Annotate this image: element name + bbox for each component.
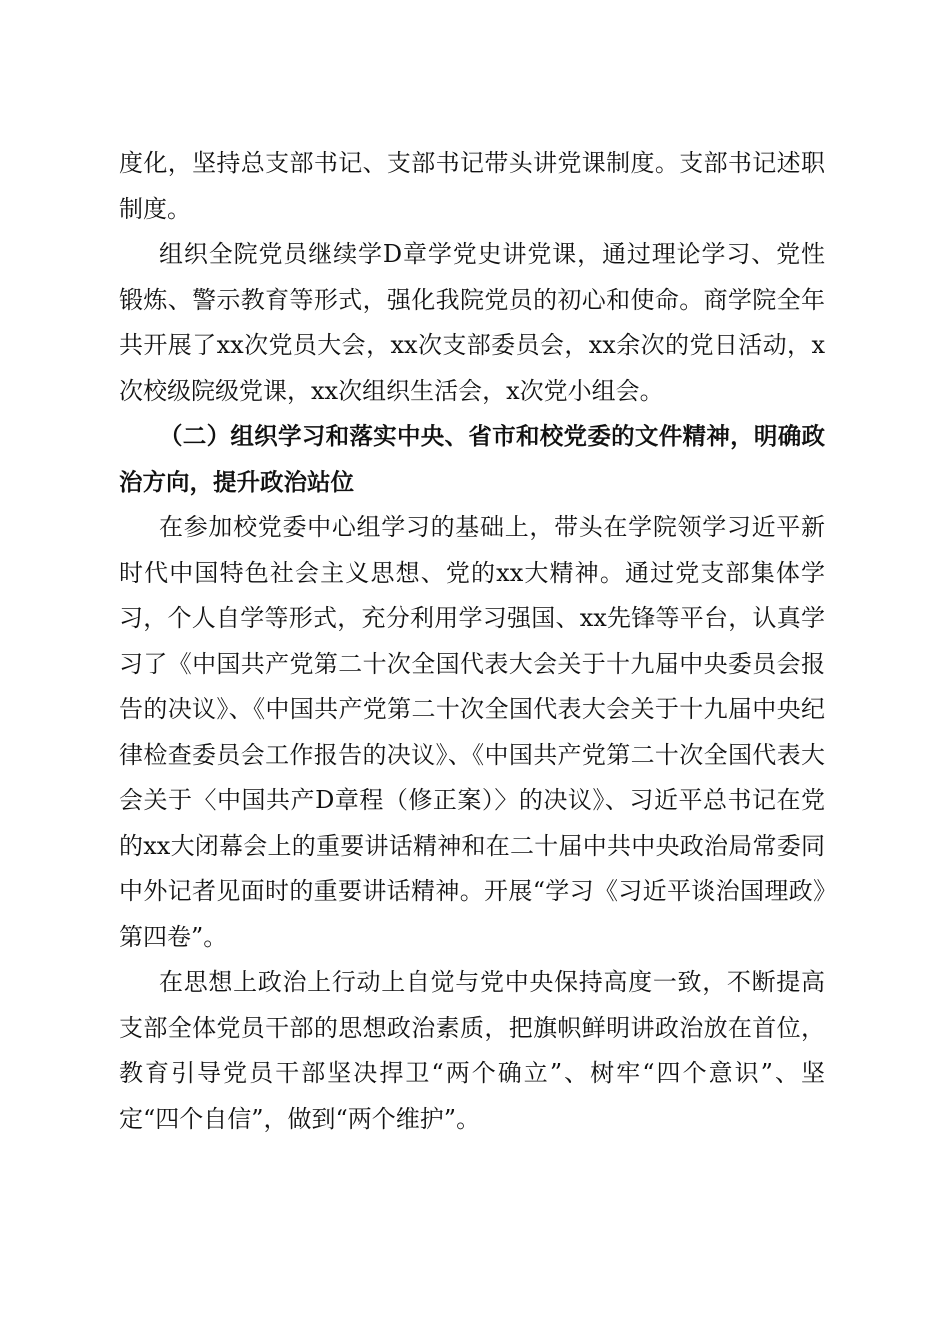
paragraph-central-documents: 在参加校党委中心组学习的基础上，带头在学院领学习近平新时代中国特色社会主义思想、党的xx大精神。通过党支部集体学习，个人自学等形式，充分利用学习强国、xx先锋等平台，认真学习了《中国共产党第二十次全国代表大会关于十九届中央委员会报告的决议》、《中国共产党第二十次全国代表大会关于十九届中央纪律检查委员会工作报告的决议》、《中国共产党第二十次全国代表大会关于〈中国共产D章程（修正案）〉的决议》、习近平总书记在党的xx大闭幕会上的重要讲话精神和在二十届中共中央政治局常委同中外记者见面时的重要讲话精神。开展“学习《习近平谈治国理政》第四卷”。 [119,513,825,951]
document-body [119,141,825,1142]
paragraph-political-alignment: 在思想上政治上行动上自觉与党中央保持高度一致，不断提高支部全体党员干部的思想政治素质，把旗帜鲜明讲政治放在首位，教育引导党员干部坚决捍卫“两个确立”、树牢“四个意识”、坚定“四个自信”，做到“两个维护”。 [119,968,825,1133]
paragraph-continued: 度化，坚持总支部书记、支部书记带头讲党课制度。支部书记述职制度。 [119,149,825,223]
section-heading-two: （二）组织学习和落实中央、省市和校党委的文件精神，明确政治方向，提升政治站位 [119,422,825,496]
paragraph-party-study: 组织全院党员继续学D章学党史讲党课，通过理论学习、党性锻炼、警示教育等形式，强化我院党员的初心和使命。商学院全年共开展了xx次党员大会，xx次支部委员会，xx余次的党日活动，x次校级院级党课，xx次组织生活会，x次党小组会。 [119,240,825,405]
